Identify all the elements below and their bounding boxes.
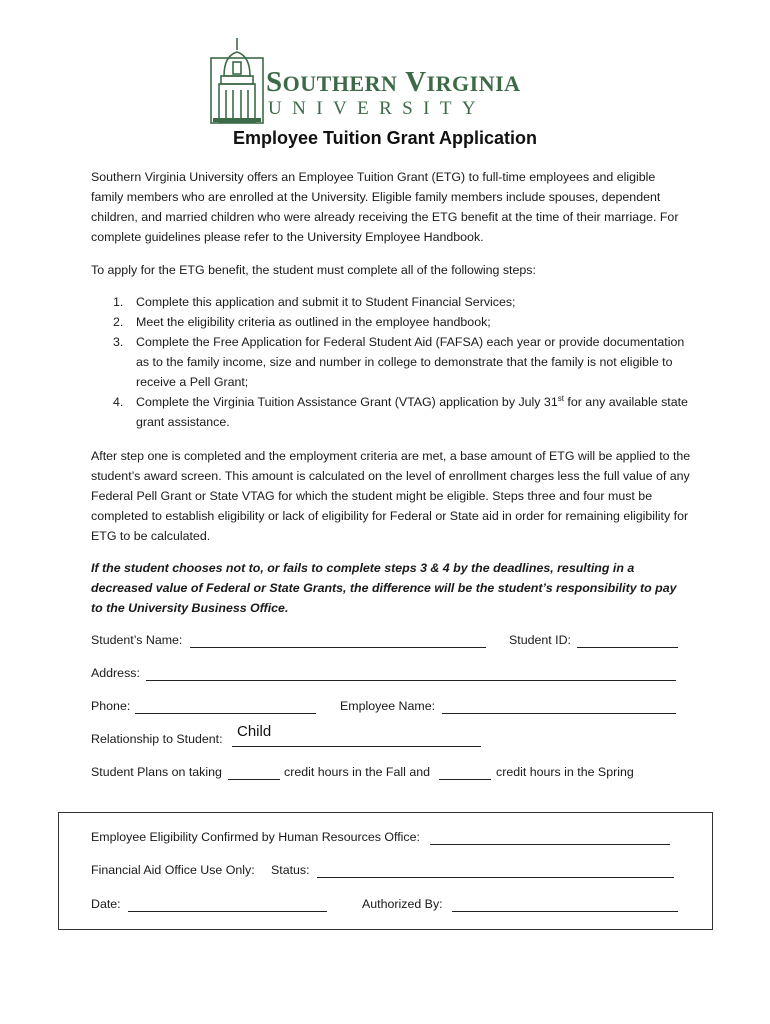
warning-paragraph: If the student chooses not to, or fails to complete steps 3 & 4 by the deadlines, resulting in a decreased value of Federal or State Grants, the difference will be the student’s responsibility to pay to the University Business Office. (91, 561, 677, 615)
relationship-value: Child (237, 723, 272, 740)
phone-field[interactable] (135, 713, 316, 714)
university-logo (210, 38, 570, 126)
student-name-field[interactable] (190, 647, 486, 648)
logo-word-outhern: OUTHERN (282, 71, 398, 96)
after-steps-paragraph: After step one is completed and the employment criteria are met, a base amount of ETG will be applied to the student’s award screen. This amount is calculated on the level of enrollment charges less the full value of any Federal Pell Grant or State VTAG for which the student might be eligible. Steps three and four must be completed to establish eligibility or lack of eligibility for Federal or State aid in order for remaining eligibility for ETG to be calculated. (91, 449, 691, 543)
step-text: Complete the Free Application for Federal Student Aid (FAFSA) each year or provide documentation as to the family income, size and number in college to demonstrate that the family is not eligible to receive a Pell Grant; (136, 335, 685, 389)
step-number: 1. (113, 295, 124, 309)
logo-letter-s: S (266, 66, 283, 98)
logo-wordmark (266, 66, 521, 99)
step-item (91, 332, 691, 392)
step-text: Complete this application and submit it to Student Financial Services; (136, 295, 516, 309)
step-item (91, 292, 691, 312)
step-text-continued: for any available state grant assistance. (136, 395, 688, 429)
status-field[interactable] (317, 877, 674, 878)
date-field[interactable] (128, 911, 327, 912)
relationship-label: Relationship to Student: (91, 732, 223, 746)
step-item (91, 312, 691, 332)
authorized-by-label: Authorized By: (362, 897, 443, 911)
employee-name-field[interactable] (442, 713, 676, 714)
address-label: Address: (91, 666, 140, 680)
apply-intro: To apply for the ETG benefit, the student must complete all of the following steps: (91, 263, 536, 277)
status-label: Status: (271, 863, 310, 877)
step-number: 2. (113, 315, 124, 329)
address-field[interactable] (146, 680, 676, 681)
building-dome-icon (210, 38, 264, 124)
spring-credits-field[interactable] (439, 779, 491, 780)
plans-label-3: credit hours in the Spring (496, 765, 634, 779)
plans-label-2: credit hours in the Fall and (284, 765, 431, 779)
employee-name-label: Employee Name: (340, 699, 436, 713)
student-name-label: Student’s Name: (91, 633, 183, 647)
step-superscript: st (557, 393, 564, 403)
authorized-by-field[interactable] (452, 911, 678, 912)
fall-credits-field[interactable] (228, 779, 280, 780)
hr-label: Employee Eligibility Confirmed by Human Resources Office: (91, 830, 420, 844)
step-item (91, 392, 691, 432)
hr-confirmation-field[interactable] (430, 844, 670, 845)
financial-aid-label: Financial Aid Office Use Only: (91, 863, 255, 877)
page-title: Employee Tuition Grant Application (232, 128, 537, 148)
step-text: Complete the Virginia Tuition Assistance Grant (VTAG) application by July 31 (136, 395, 558, 409)
steps-list (91, 292, 691, 432)
relationship-field[interactable] (232, 723, 481, 747)
phone-label: Phone: (91, 699, 131, 713)
logo-subtitle: UNIVERSITY (268, 98, 486, 119)
student-id-field[interactable] (577, 647, 678, 648)
step-number: 3. (113, 335, 124, 349)
step-text: Meet the eligibility criteria as outlined in the employee handbook; (136, 315, 491, 329)
step-number: 4. (113, 395, 124, 409)
logo-letter-v: V (405, 66, 427, 98)
date-label: Date: (91, 897, 121, 911)
student-id-label: Student ID: (509, 633, 571, 647)
plans-label-1: Student Plans on taking (91, 765, 222, 779)
logo-word-irginia: IRGINIA (426, 71, 521, 96)
intro-paragraph: Southern Virginia University offers an Employee Tuition Grant (ETG) to full-time employees and eligible family members who are enrolled at the University. Eligible family members include spouses, dependent children, and married children who were already receiving the ETG benefit at the time of their marriage. For complete guidelines please refer to the University Employee Handbook. (91, 170, 679, 244)
